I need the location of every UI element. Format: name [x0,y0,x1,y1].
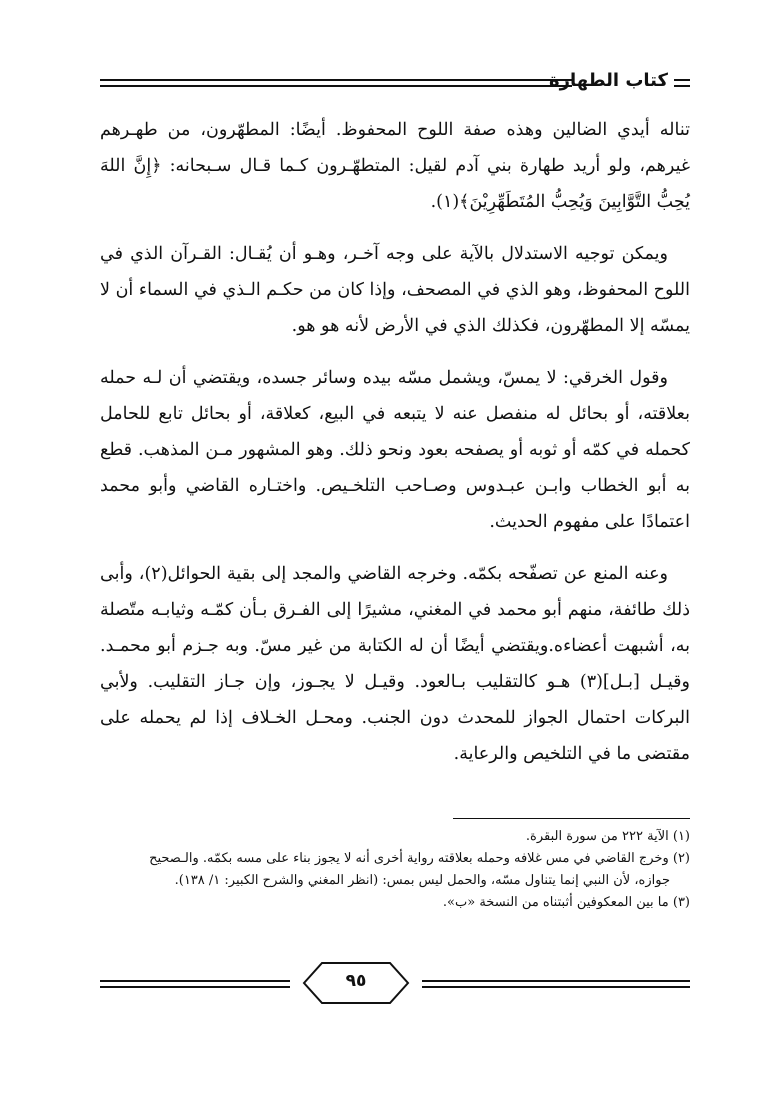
paragraph-4: وعنه المنع عن تصفّحه بكمّه. وخرجه القاضي والمجد إلى بقية الحوائل(٢)، وأبى ذلك طائفة، منهم أبو محمد في المغني، مشيرًا إلى الفـرق بـأن كمّـه وثيابـه متّصلة به، أشبهت أعضاءه.ويقتضي أيضًا أن له الكتابة من غير مسّ. وبه جـزم أبو محمـد. وقيـل [بـل](٣) هـو كالتقليب بـالعود. وقيـل لا يجـوز، وإن جـاز التقليب. ولأبي البركات احتمال الجواز للمحدث دون الجنب. ومحـل الخـلاف إذا لم يحمله على مقتضى ما في التلخيص والرعاية. [100,564,690,764]
footer-rule-right [422,980,690,988]
header-title: كتاب الطهارة [548,70,668,91]
page-footer [100,958,690,1008]
footnote-separator [453,818,690,819]
paragraph-3: وقول الخرقي: لا يمسّ، ويشمل مسّه بيده وسائر جسده، ويقتضي أن لـه حمله بعلاقته، أو بحائل له منفصل عنه لا يتبعه في البيع، كعلاقة، أو بحائل تابع للحامل كحمله في كمّه أو ثوبه أو يصفحه بعود ونحو ذلك. وهو المشهور مـن المذهب. قطع به أبو الخطاب وابـن عبـدوس وصـاحب التلخـيص. واختـاره القاضي وأبو محمد اعتمادًا على مفهوم الحديث. [100,368,690,532]
footnote-2: (٢) وخرج القاضي في مس غلافه وحمله بعلاقته رواية أخرى أنه لا يجوز بناء على مسه بكمّه. والـصحيح [149,851,690,866]
footnote-1: (١) الآية ٢٢٢ من سورة البقرة. [525,829,690,844]
running-header [100,70,690,98]
main-text [100,112,690,788]
footnotes [100,826,690,914]
footer-rule-left [100,980,290,988]
footnote-3: (٣) ما بين المعكوفين أثبتناه من النسخة «ب». [442,895,690,910]
paragraph-2: ويمكن توجيه الاستدلال بالآية على وجه آخـر، وهـو أن يُقـال: القـرآن الذي في اللوح المحفوظ، وهو الذي في المصحف، وإذا كان من حكـم الـذي في السماء أن لا يمسّه إلا المطهّرون، فكذلك الذي في الأرض لأنه هو هو. [100,244,690,336]
page-number: ٩٥ [345,971,367,991]
page-number-frame [286,958,426,1008]
header-double-rule [100,79,572,87]
footnote-2-continuation: جوازه، لأن النبي إنما يتناول مسّه، والحمل ليس بمس: (انظر المغني والشرح الكبير: ١/ ١٣٨). [174,873,670,888]
paragraph-1: تناله أيدي الضالين وهذه صفة اللوح المحفوظ. أيضًا: المطهّرون، من طهـرهم غيرهم، ولو أريد طهارة بني آدم لقيل: المتطهّـرون كـما قـال سـبحانه: ﴿إِنَّ اللهَ يُحِبُّ التَّوَّابِينَ وَيُحِبُّ المُتَطَهِّرِيْنَ﴾(١). [100,120,690,212]
header-end-mark [674,79,690,87]
